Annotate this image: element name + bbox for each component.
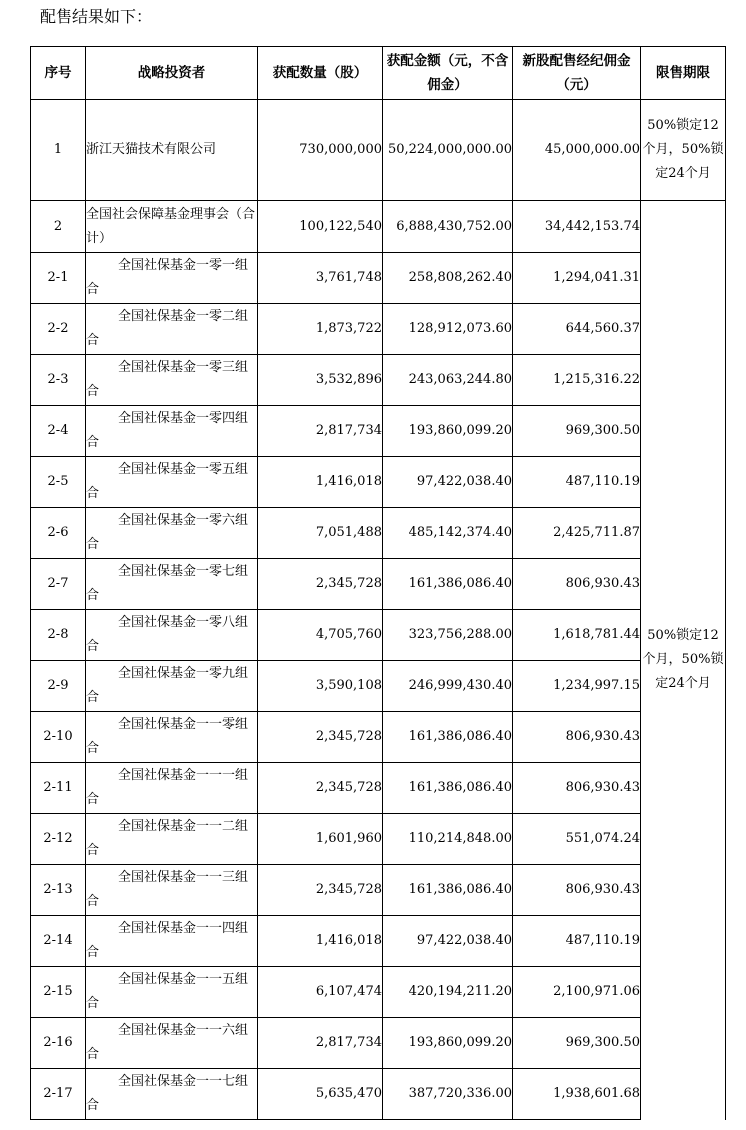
row-investor: 全国社保基金一一七组合 (86, 1069, 258, 1120)
row-amount: 161,386,086.40 (383, 865, 513, 916)
row-investor: 全国社保基金一零九组合 (86, 661, 258, 712)
row-amount: 258,808,262.40 (383, 253, 513, 304)
row-investor: 全国社保基金一一三组合 (86, 865, 258, 916)
row-shares: 2,817,734 (258, 406, 383, 457)
row-amount: 128,912,073.60 (383, 304, 513, 355)
row-amount: 193,860,099.20 (383, 1018, 513, 1069)
row-amount: 50,224,000,000.00 (383, 100, 513, 201)
row-amount: 246,999,430.40 (383, 661, 513, 712)
table-row (31, 763, 726, 814)
header-amount: 获配金额（元，不含佣金） (383, 47, 513, 100)
row-commission: 969,300.50 (513, 406, 641, 457)
table-row (31, 559, 726, 610)
row-seq: 1 (31, 100, 86, 201)
table-row (31, 355, 726, 406)
table-row (31, 1018, 726, 1069)
row-seq: 2-2 (31, 304, 86, 355)
row-amount: 161,386,086.40 (383, 763, 513, 814)
row-amount: 161,386,086.40 (383, 559, 513, 610)
row-commission: 806,930.43 (513, 712, 641, 763)
row-investor: 全国社保基金一零八组合 (86, 610, 258, 661)
row-seq: 2-7 (31, 559, 86, 610)
table-row (31, 100, 726, 201)
row-seq: 2-10 (31, 712, 86, 763)
row-seq: 2-6 (31, 508, 86, 559)
table-row (31, 712, 726, 763)
row-amount: 387,720,336.00 (383, 1069, 513, 1120)
row-seq: 2-9 (31, 661, 86, 712)
row-amount: 485,142,374.40 (383, 508, 513, 559)
row-commission: 34,442,153.74 (513, 201, 641, 253)
table-row (31, 865, 726, 916)
table-row (31, 304, 726, 355)
row-seq: 2-4 (31, 406, 86, 457)
row-amount: 97,422,038.40 (383, 457, 513, 508)
row-seq: 2-12 (31, 814, 86, 865)
row-investor: 全国社保基金一零六组合 (86, 508, 258, 559)
row-seq: 2-1 (31, 253, 86, 304)
header-investor: 战略投资者 (86, 47, 258, 100)
table-row (31, 406, 726, 457)
lockup-cell-ssf: 50%锁定12个月，50%锁定24个月 (641, 201, 726, 1120)
row-shares: 4,705,760 (258, 610, 383, 661)
header-commission: 新股配售经纪佣金（元） (513, 47, 641, 100)
row-shares: 7,051,488 (258, 508, 383, 559)
row-commission: 969,300.50 (513, 1018, 641, 1069)
table-row (31, 508, 726, 559)
row-amount: 420,194,211.20 (383, 967, 513, 1018)
table-row (31, 967, 726, 1018)
row-amount: 97,422,038.40 (383, 916, 513, 967)
row-amount: 323,756,288.00 (383, 610, 513, 661)
row-amount: 110,214,848.00 (383, 814, 513, 865)
row-commission: 1,618,781.44 (513, 610, 641, 661)
row-shares: 6,107,474 (258, 967, 383, 1018)
allocation-table (30, 46, 726, 1120)
row-investor: 全国社保基金一零一组合 (86, 253, 258, 304)
row-seq: 2-17 (31, 1069, 86, 1120)
row-commission: 806,930.43 (513, 763, 641, 814)
row-shares: 100,122,540 (258, 201, 383, 253)
row-shares: 2,345,728 (258, 865, 383, 916)
table-row (31, 253, 726, 304)
header-seq: 序号 (31, 47, 86, 100)
row-commission: 806,930.43 (513, 865, 641, 916)
row-amount: 6,888,430,752.00 (383, 201, 513, 253)
row-shares: 2,345,728 (258, 763, 383, 814)
table-row (31, 661, 726, 712)
row-shares: 730,000,000 (258, 100, 383, 201)
table-row (31, 1069, 726, 1120)
lockup-cell-tmall: 50%锁定12个月，50%锁定24个月 (641, 100, 726, 201)
row-shares: 1,601,960 (258, 814, 383, 865)
row-commission: 2,100,971.06 (513, 967, 641, 1018)
table-row (31, 610, 726, 661)
row-seq: 2-5 (31, 457, 86, 508)
row-investor: 全国社保基金一零三组合 (86, 355, 258, 406)
row-seq: 2-14 (31, 916, 86, 967)
row-shares: 3,761,748 (258, 253, 383, 304)
row-shares: 1,416,018 (258, 457, 383, 508)
row-seq: 2-3 (31, 355, 86, 406)
row-shares: 1,873,722 (258, 304, 383, 355)
row-commission: 1,234,997.15 (513, 661, 641, 712)
row-commission: 1,215,316.22 (513, 355, 641, 406)
row-seq: 2-11 (31, 763, 86, 814)
row-investor: 全国社保基金一一四组合 (86, 916, 258, 967)
row-seq: 2-8 (31, 610, 86, 661)
row-shares: 5,635,470 (258, 1069, 383, 1120)
row-amount: 161,386,086.40 (383, 712, 513, 763)
row-investor: 全国社会保障基金理事会（合计） (86, 201, 258, 253)
row-shares: 1,416,018 (258, 916, 383, 967)
intro-text: 配售结果如下： (40, 7, 153, 26)
row-commission: 806,930.43 (513, 559, 641, 610)
row-commission: 45,000,000.00 (513, 100, 641, 201)
row-shares: 2,345,728 (258, 712, 383, 763)
row-commission: 551,074.24 (513, 814, 641, 865)
row-investor: 全国社保基金一一六组合 (86, 1018, 258, 1069)
row-investor: 全国社保基金一零二组合 (86, 304, 258, 355)
row-shares: 3,590,108 (258, 661, 383, 712)
row-investor: 全国社保基金一零四组合 (86, 406, 258, 457)
row-shares: 2,817,734 (258, 1018, 383, 1069)
row-investor: 全国社保基金一一零组合 (86, 712, 258, 763)
row-commission: 487,110.19 (513, 457, 641, 508)
row-investor: 全国社保基金一零五组合 (86, 457, 258, 508)
row-shares: 2,345,728 (258, 559, 383, 610)
row-commission: 1,938,601.68 (513, 1069, 641, 1120)
row-seq: 2 (31, 201, 86, 253)
row-commission: 1,294,041.31 (513, 253, 641, 304)
row-seq: 2-16 (31, 1018, 86, 1069)
row-investor: 全国社保基金一一五组合 (86, 967, 258, 1018)
header-lockup: 限售期限 (641, 47, 726, 100)
table-row (31, 201, 726, 253)
row-seq: 2-13 (31, 865, 86, 916)
table-row (31, 916, 726, 967)
table-row (31, 457, 726, 508)
row-commission: 644,560.37 (513, 304, 641, 355)
row-investor: 浙江天猫技术有限公司 (86, 100, 258, 201)
row-seq: 2-15 (31, 967, 86, 1018)
row-commission: 2,425,711.87 (513, 508, 641, 559)
row-commission: 487,110.19 (513, 916, 641, 967)
row-shares: 3,532,896 (258, 355, 383, 406)
table-header-row (31, 47, 726, 100)
table-body (31, 100, 726, 1120)
row-investor: 全国社保基金一一二组合 (86, 814, 258, 865)
header-shares: 获配数量（股） (258, 47, 383, 100)
row-investor: 全国社保基金一一一组合 (86, 763, 258, 814)
row-amount: 193,860,099.20 (383, 406, 513, 457)
table-row (31, 814, 726, 865)
row-investor: 全国社保基金一零七组合 (86, 559, 258, 610)
row-amount: 243,063,244.80 (383, 355, 513, 406)
